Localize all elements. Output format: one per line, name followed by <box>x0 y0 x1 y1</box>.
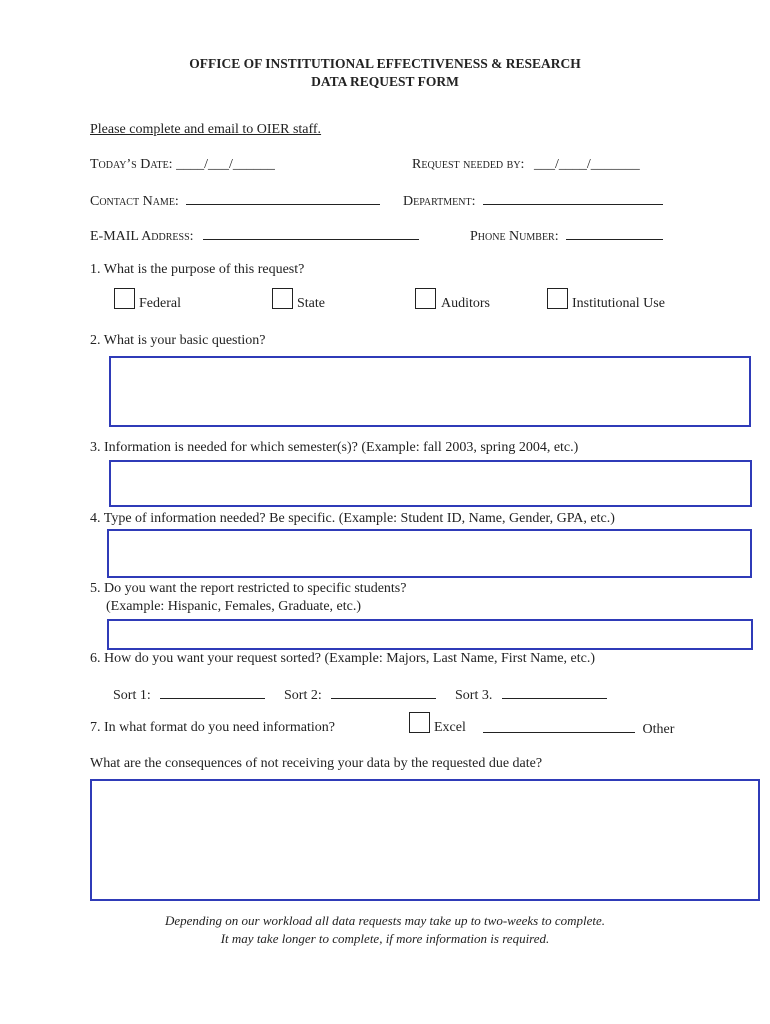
todays-date-field[interactable]: ____/___/______ <box>176 157 275 172</box>
phone-label: Phone Number: <box>470 229 559 244</box>
institutional-use-label: Institutional Use <box>572 296 665 311</box>
other-row <box>483 720 674 738</box>
sort2-row <box>284 686 436 704</box>
question-2: 2. What is your basic question? <box>90 333 266 348</box>
state-checkbox[interactable] <box>272 288 293 309</box>
sort1-row <box>113 686 265 704</box>
todays-date-label: Today’s Date: <box>90 157 173 172</box>
department-label: Department: <box>403 194 476 209</box>
basic-question-box[interactable] <box>109 356 751 427</box>
question-3: 3. Information is needed for which semester(s)? (Example: fall 2003, spring 2004, etc.) <box>90 440 579 455</box>
email-label: E-MAIL Address: <box>90 229 194 244</box>
department-field[interactable] <box>483 192 663 205</box>
question-1: 1. What is the purpose of this request? <box>90 262 305 277</box>
question-5-line2: (Example: Hispanic, Females, Graduate, etc.) <box>106 599 362 614</box>
footer-line1: Depending on our workload all data requests may take up to two-weeks to complete. <box>164 913 605 928</box>
sort1-label: Sort 1: <box>113 688 151 703</box>
semester-box[interactable] <box>109 460 752 507</box>
question-5-line1: 5. Do you want the report restricted to specific students? <box>90 581 407 596</box>
contact-name-field[interactable] <box>186 192 380 205</box>
federal-checkbox[interactable] <box>114 288 135 309</box>
question-7: 7. In what format do you need information? <box>90 720 335 735</box>
question-6: 6. How do you want your request sorted? (Example: Majors, Last Name, First Name, etc.) <box>90 651 596 666</box>
todays-date-row <box>90 157 275 173</box>
federal-label: Federal <box>139 296 181 311</box>
email-field[interactable] <box>203 227 419 240</box>
question-4: 4. Type of information needed? Be specific. (Example: Student ID, Name, Gender, GPA, etc.) <box>90 511 615 526</box>
department-row <box>403 192 663 210</box>
auditors-checkbox[interactable] <box>415 288 436 309</box>
other-label: Other <box>642 722 675 737</box>
contact-name-row <box>90 192 380 210</box>
sort3-row <box>455 686 607 704</box>
consequences-box[interactable] <box>90 779 760 901</box>
footer-line2: It may take longer to complete, if more information is required. <box>220 931 550 946</box>
excel-label: Excel <box>434 720 466 735</box>
restriction-box[interactable] <box>107 619 753 650</box>
request-needed-row <box>412 157 640 173</box>
sort3-label: Sort 3. <box>455 688 493 703</box>
instructions: Please complete and email to OIER staff. <box>90 122 322 137</box>
sort3-field[interactable] <box>502 686 607 699</box>
info-type-box[interactable] <box>107 529 752 578</box>
other-field[interactable] <box>483 720 635 733</box>
sort2-label: Sort 2: <box>284 688 322 703</box>
form-title-line1: OFFICE OF INSTITUTIONAL EFFECTIVENESS & RESEARCH <box>189 56 581 71</box>
email-row <box>90 227 419 245</box>
auditors-label: Auditors <box>441 296 490 311</box>
sort1-field[interactable] <box>160 686 265 699</box>
institutional-use-checkbox[interactable] <box>547 288 568 309</box>
request-needed-field[interactable]: ___/____/_______ <box>533 157 640 172</box>
sort2-field[interactable] <box>331 686 436 699</box>
excel-checkbox[interactable] <box>409 712 430 733</box>
form-title-line2: DATA REQUEST FORM <box>311 74 459 89</box>
contact-name-label: Contact Name: <box>90 194 179 209</box>
consequences-question: What are the consequences of not receiving your data by the requested due date? <box>90 756 543 771</box>
request-needed-label: Request needed by: <box>412 157 525 172</box>
state-label: State <box>297 296 325 311</box>
phone-field[interactable] <box>566 227 663 240</box>
phone-row <box>470 227 663 245</box>
